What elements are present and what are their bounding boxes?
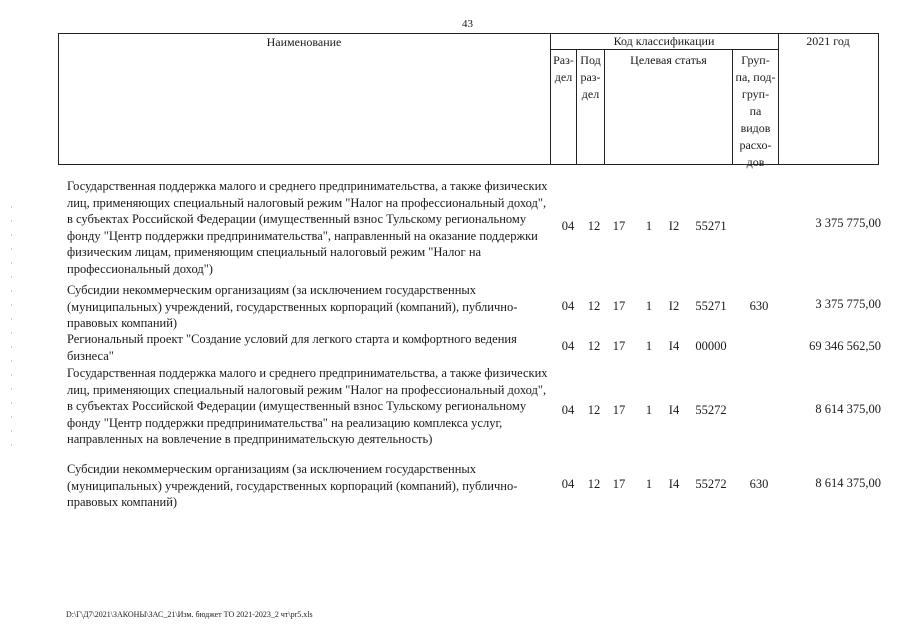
row-podrazdel: 12 xyxy=(587,339,601,353)
row-sub: 1 xyxy=(645,477,653,491)
row-project: I4 xyxy=(668,403,680,417)
row-name: Государственная поддержка малого и среднего предпринимательства, а также физических лиц, применяющих специальный налоговый режим "Налог на профессиональный доход", в субъектах Российской Федерации (имущественный взнос Тульскому региональному фонду "Центр поддержки предпринимательства" на реализацию комплекса услуг, направленных на вовлечение в предпринимательскую деятельность) xyxy=(67,366,548,446)
row-name: Субсидии некоммерческим организациям (за исключением государственных (муниципальных) учреждений, государственных корпораций (компаний), публично-правовых компаний) xyxy=(67,462,518,509)
row-podrazdel: 12 xyxy=(587,477,601,491)
row-name: Государственная поддержка малого и среднего предпринимательства, а также физических лиц, применяющих специальный налоговый режим "Налог на профессиональный доход", в субъектах Российской Федерации (имущественный взнос Тульскому региональному фонду "Центр поддержки предпринимательства", направленный на оказание поддержки физическим лицам, применяющим специальный налоговый режим "Налог на профессиональный доход") xyxy=(67,179,548,276)
row-name: Субсидии некоммерческим организациям (за исключением государственных (муниципальных) учреждений, государственных корпораций (компаний), публично-правовых компаний) xyxy=(67,283,518,330)
row-podrazdel: 12 xyxy=(587,403,601,417)
row-sum: 3 375 775,00 xyxy=(815,216,881,230)
row-podrazdel: 12 xyxy=(587,299,601,313)
row-code: 00000 xyxy=(695,339,727,353)
row-code: 55271 xyxy=(695,219,727,233)
row-program: 17 xyxy=(612,219,626,233)
header-classification: Код классификации xyxy=(613,34,715,48)
row-code: 55271 xyxy=(695,299,727,313)
row-program: 17 xyxy=(612,477,626,491)
row-razdel: 04 xyxy=(561,219,575,233)
header-target: Целевая статья xyxy=(630,53,707,67)
header-year: 2021 год xyxy=(806,34,850,48)
row-program: 17 xyxy=(612,299,626,313)
header-name: Наименование xyxy=(266,35,342,49)
page-number: 43 xyxy=(462,18,473,30)
row-code: 55272 xyxy=(695,477,727,491)
row-sub: 1 xyxy=(645,219,653,233)
row-sum: 8 614 375,00 xyxy=(815,476,881,490)
row-sub: 1 xyxy=(645,299,653,313)
header-podrazdel: Под раз- дел xyxy=(580,53,601,101)
table-header xyxy=(58,33,879,169)
file-path-footer: D:\Г\Д7\2021\ЗАКОНЫ\ЗАС_21\Изм. бюджет ТО 2021-2023_2 чт\pr5.xls xyxy=(66,610,313,619)
row-sum: 8 614 375,00 xyxy=(815,402,881,416)
row-name: Региональный проект "Создание условий для легкого старта и комфортного ведения бизнеса" xyxy=(67,332,517,363)
row-project: I2 xyxy=(668,219,680,233)
row-program: 17 xyxy=(612,339,626,353)
row-razdel: 04 xyxy=(561,403,575,417)
row-group: 630 xyxy=(749,299,769,313)
row-group: 630 xyxy=(749,477,769,491)
row-project: I4 xyxy=(668,339,680,353)
row-project: I4 xyxy=(668,477,680,491)
row-razdel: 04 xyxy=(561,477,575,491)
row-razdel: 04 xyxy=(561,299,575,313)
header-group: Груп- па, под- груп- па видов расхо- дов xyxy=(735,53,776,169)
row-sum: 3 375 775,00 xyxy=(815,297,881,311)
row-sub: 1 xyxy=(645,403,653,417)
row-code: 55272 xyxy=(695,403,727,417)
row-program: 17 xyxy=(612,403,626,417)
scan-margin-marks: · · · · · · · · · · · · · · · · · · xyxy=(10,202,13,450)
row-razdel: 04 xyxy=(561,339,575,353)
row-podrazdel: 12 xyxy=(587,219,601,233)
row-sub: 1 xyxy=(645,339,653,353)
header-razdel: Раз- дел xyxy=(553,53,574,84)
row-project: I2 xyxy=(668,299,680,313)
row-sum: 69 346 562,50 xyxy=(809,339,881,353)
